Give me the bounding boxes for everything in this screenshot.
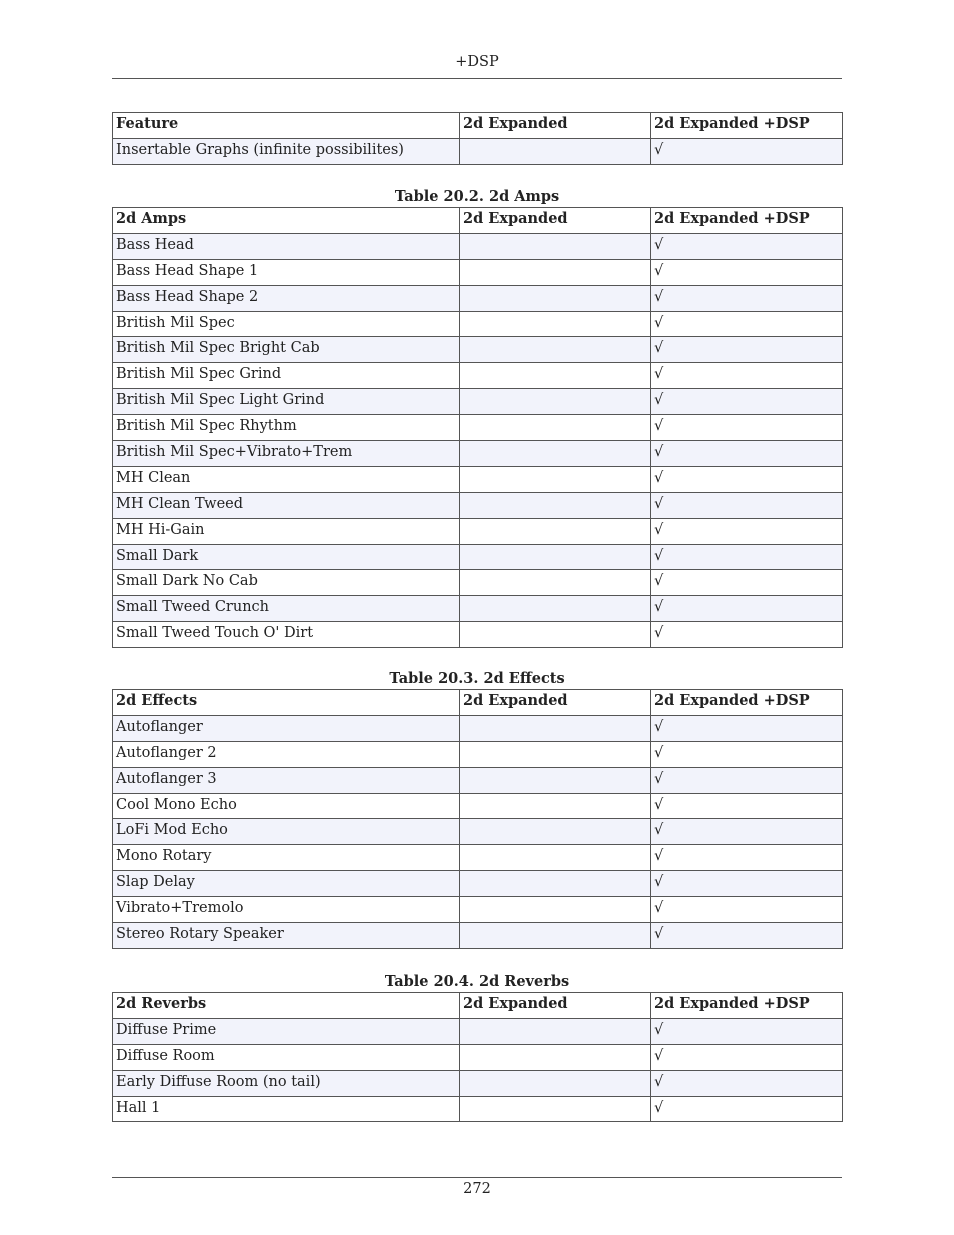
expanded-cell — [460, 819, 651, 845]
expanded-cell — [460, 415, 651, 441]
dsp-checkmark-cell: √ — [651, 389, 843, 415]
row-label-cell: Diffuse Room — [113, 1044, 460, 1070]
table-row — [113, 138, 843, 164]
expanded-cell — [460, 492, 651, 518]
row-label-cell: Slap Delay — [113, 871, 460, 897]
row-label-cell: Bass Head Shape 1 — [113, 259, 460, 285]
table-row — [113, 897, 843, 923]
row-label-cell: Small Tweed Touch O' Dirt — [113, 622, 460, 648]
column-header: 2d Expanded — [460, 113, 651, 139]
dsp-checkmark-cell: √ — [651, 285, 843, 311]
dsp-checkmark-cell: √ — [651, 1070, 843, 1096]
table-row — [113, 492, 843, 518]
dsp-checkmark-cell: √ — [651, 466, 843, 492]
row-label-cell: Early Diffuse Room (no tail) — [113, 1070, 460, 1096]
effects-table — [112, 689, 843, 949]
table-row — [113, 1096, 843, 1122]
column-header: 2d Expanded +DSP — [651, 208, 843, 234]
table-row — [113, 1044, 843, 1070]
dsp-checkmark-cell: √ — [651, 596, 843, 622]
expanded-cell — [460, 596, 651, 622]
column-header: 2d Expanded +DSP — [651, 993, 843, 1019]
expanded-cell — [460, 1070, 651, 1096]
expanded-cell — [460, 466, 651, 492]
dsp-checkmark-cell: √ — [651, 233, 843, 259]
row-label-cell: Mono Rotary — [113, 845, 460, 871]
row-label-cell: British Mil Spec Light Grind — [113, 389, 460, 415]
table-row — [113, 285, 843, 311]
expanded-cell — [460, 767, 651, 793]
table-row — [113, 923, 843, 949]
row-label-cell: Bass Head Shape 2 — [113, 285, 460, 311]
header-rule — [112, 78, 842, 79]
row-label-cell: Small Dark — [113, 544, 460, 570]
feature-table-block — [112, 112, 842, 165]
row-label-cell: Autoflanger 3 — [113, 767, 460, 793]
dsp-checkmark-cell: √ — [651, 518, 843, 544]
page-number: 272 — [463, 1181, 491, 1197]
row-label-cell: MH Clean Tweed — [113, 492, 460, 518]
expanded-cell — [460, 1044, 651, 1070]
reverbs-table-block — [112, 972, 842, 1122]
expanded-cell — [460, 622, 651, 648]
expanded-cell — [460, 337, 651, 363]
table-row — [113, 767, 843, 793]
row-label-cell: Vibrato+Tremolo — [113, 897, 460, 923]
row-label-cell: British Mil Spec — [113, 311, 460, 337]
column-header: Feature — [113, 113, 460, 139]
expanded-cell — [460, 441, 651, 467]
feature-table — [112, 112, 843, 165]
row-label-cell: Autoflanger — [113, 715, 460, 741]
table-row — [113, 259, 843, 285]
expanded-cell — [460, 845, 651, 871]
table-row — [113, 544, 843, 570]
dsp-checkmark-cell: √ — [651, 544, 843, 570]
dsp-checkmark-cell: √ — [651, 570, 843, 596]
table-caption: Table 20.2. 2d Amps — [394, 188, 560, 205]
reverbs-table — [112, 992, 843, 1122]
dsp-checkmark-cell: √ — [651, 741, 843, 767]
page-header: +DSP — [455, 54, 499, 70]
dsp-checkmark-cell: √ — [651, 793, 843, 819]
table-row — [113, 793, 843, 819]
column-header: 2d Expanded — [460, 690, 651, 716]
dsp-checkmark-cell: √ — [651, 622, 843, 648]
expanded-cell — [460, 897, 651, 923]
row-label-cell: British Mil Spec Grind — [113, 363, 460, 389]
dsp-checkmark-cell: √ — [651, 138, 843, 164]
dsp-checkmark-cell: √ — [651, 767, 843, 793]
table-row — [113, 415, 843, 441]
table-row — [113, 311, 843, 337]
expanded-cell — [460, 1018, 651, 1044]
expanded-cell — [460, 570, 651, 596]
expanded-cell — [460, 544, 651, 570]
row-label-cell: British Mil Spec Bright Cab — [113, 337, 460, 363]
table-row — [113, 466, 843, 492]
dsp-checkmark-cell: √ — [651, 415, 843, 441]
row-label-cell: Autoflanger 2 — [113, 741, 460, 767]
dsp-checkmark-cell: √ — [651, 715, 843, 741]
row-label-cell: British Mil Spec+Vibrato+Trem — [113, 441, 460, 467]
expanded-cell — [460, 923, 651, 949]
column-header: 2d Expanded +DSP — [651, 690, 843, 716]
dsp-checkmark-cell: √ — [651, 923, 843, 949]
table-caption: Table 20.3. 2d Effects — [389, 670, 565, 687]
table-row — [113, 233, 843, 259]
expanded-cell — [460, 311, 651, 337]
table-row — [113, 337, 843, 363]
table-row — [113, 845, 843, 871]
table-row — [113, 1018, 843, 1044]
row-label-cell: Hall 1 — [113, 1096, 460, 1122]
expanded-cell — [460, 741, 651, 767]
table-row — [113, 741, 843, 767]
expanded-cell — [460, 363, 651, 389]
dsp-checkmark-cell: √ — [651, 1018, 843, 1044]
table-row — [113, 622, 843, 648]
dsp-checkmark-cell: √ — [651, 311, 843, 337]
row-label-cell: LoFi Mod Echo — [113, 819, 460, 845]
row-label-cell: Diffuse Prime — [113, 1018, 460, 1044]
dsp-checkmark-cell: √ — [651, 1044, 843, 1070]
table-caption: Table 20.4. 2d Reverbs — [384, 973, 570, 990]
table-row — [113, 363, 843, 389]
table-row — [113, 389, 843, 415]
row-label-cell: Small Dark No Cab — [113, 570, 460, 596]
column-header: 2d Expanded +DSP — [651, 113, 843, 139]
table-row — [113, 871, 843, 897]
table-row — [113, 715, 843, 741]
row-label-cell: MH Hi-Gain — [113, 518, 460, 544]
row-label-cell: Bass Head — [113, 233, 460, 259]
row-label-cell: Insertable Graphs (infinite possibilites) — [113, 138, 460, 164]
table-row — [113, 518, 843, 544]
table-row — [113, 1070, 843, 1096]
table-row — [113, 570, 843, 596]
column-header: 2d Amps — [113, 208, 460, 234]
footer-rule — [112, 1177, 842, 1178]
dsp-checkmark-cell: √ — [651, 871, 843, 897]
table-row — [113, 596, 843, 622]
dsp-checkmark-cell: √ — [651, 819, 843, 845]
expanded-cell — [460, 233, 651, 259]
expanded-cell — [460, 518, 651, 544]
amps-table — [112, 207, 843, 648]
table-header-row — [113, 208, 843, 234]
dsp-checkmark-cell: √ — [651, 337, 843, 363]
dsp-checkmark-cell: √ — [651, 1096, 843, 1122]
dsp-checkmark-cell: √ — [651, 441, 843, 467]
dsp-checkmark-cell: √ — [651, 897, 843, 923]
row-label-cell: Small Tweed Crunch — [113, 596, 460, 622]
amps-table-block — [112, 187, 842, 648]
table-header-row — [113, 690, 843, 716]
dsp-checkmark-cell: √ — [651, 492, 843, 518]
row-label-cell: Cool Mono Echo — [113, 793, 460, 819]
effects-table-block — [112, 669, 842, 949]
table-row — [113, 819, 843, 845]
expanded-cell — [460, 871, 651, 897]
expanded-cell — [460, 793, 651, 819]
table-row — [113, 441, 843, 467]
dsp-checkmark-cell: √ — [651, 845, 843, 871]
column-header: 2d Effects — [113, 690, 460, 716]
column-header: 2d Expanded — [460, 208, 651, 234]
dsp-checkmark-cell: √ — [651, 363, 843, 389]
expanded-cell — [460, 138, 651, 164]
column-header: 2d Reverbs — [113, 993, 460, 1019]
column-header: 2d Expanded — [460, 993, 651, 1019]
dsp-checkmark-cell: √ — [651, 259, 843, 285]
row-label-cell: British Mil Spec Rhythm — [113, 415, 460, 441]
row-label-cell: Stereo Rotary Speaker — [113, 923, 460, 949]
table-header-row — [113, 113, 843, 139]
expanded-cell — [460, 715, 651, 741]
table-header-row — [113, 993, 843, 1019]
row-label-cell: MH Clean — [113, 466, 460, 492]
expanded-cell — [460, 285, 651, 311]
expanded-cell — [460, 389, 651, 415]
expanded-cell — [460, 259, 651, 285]
expanded-cell — [460, 1096, 651, 1122]
